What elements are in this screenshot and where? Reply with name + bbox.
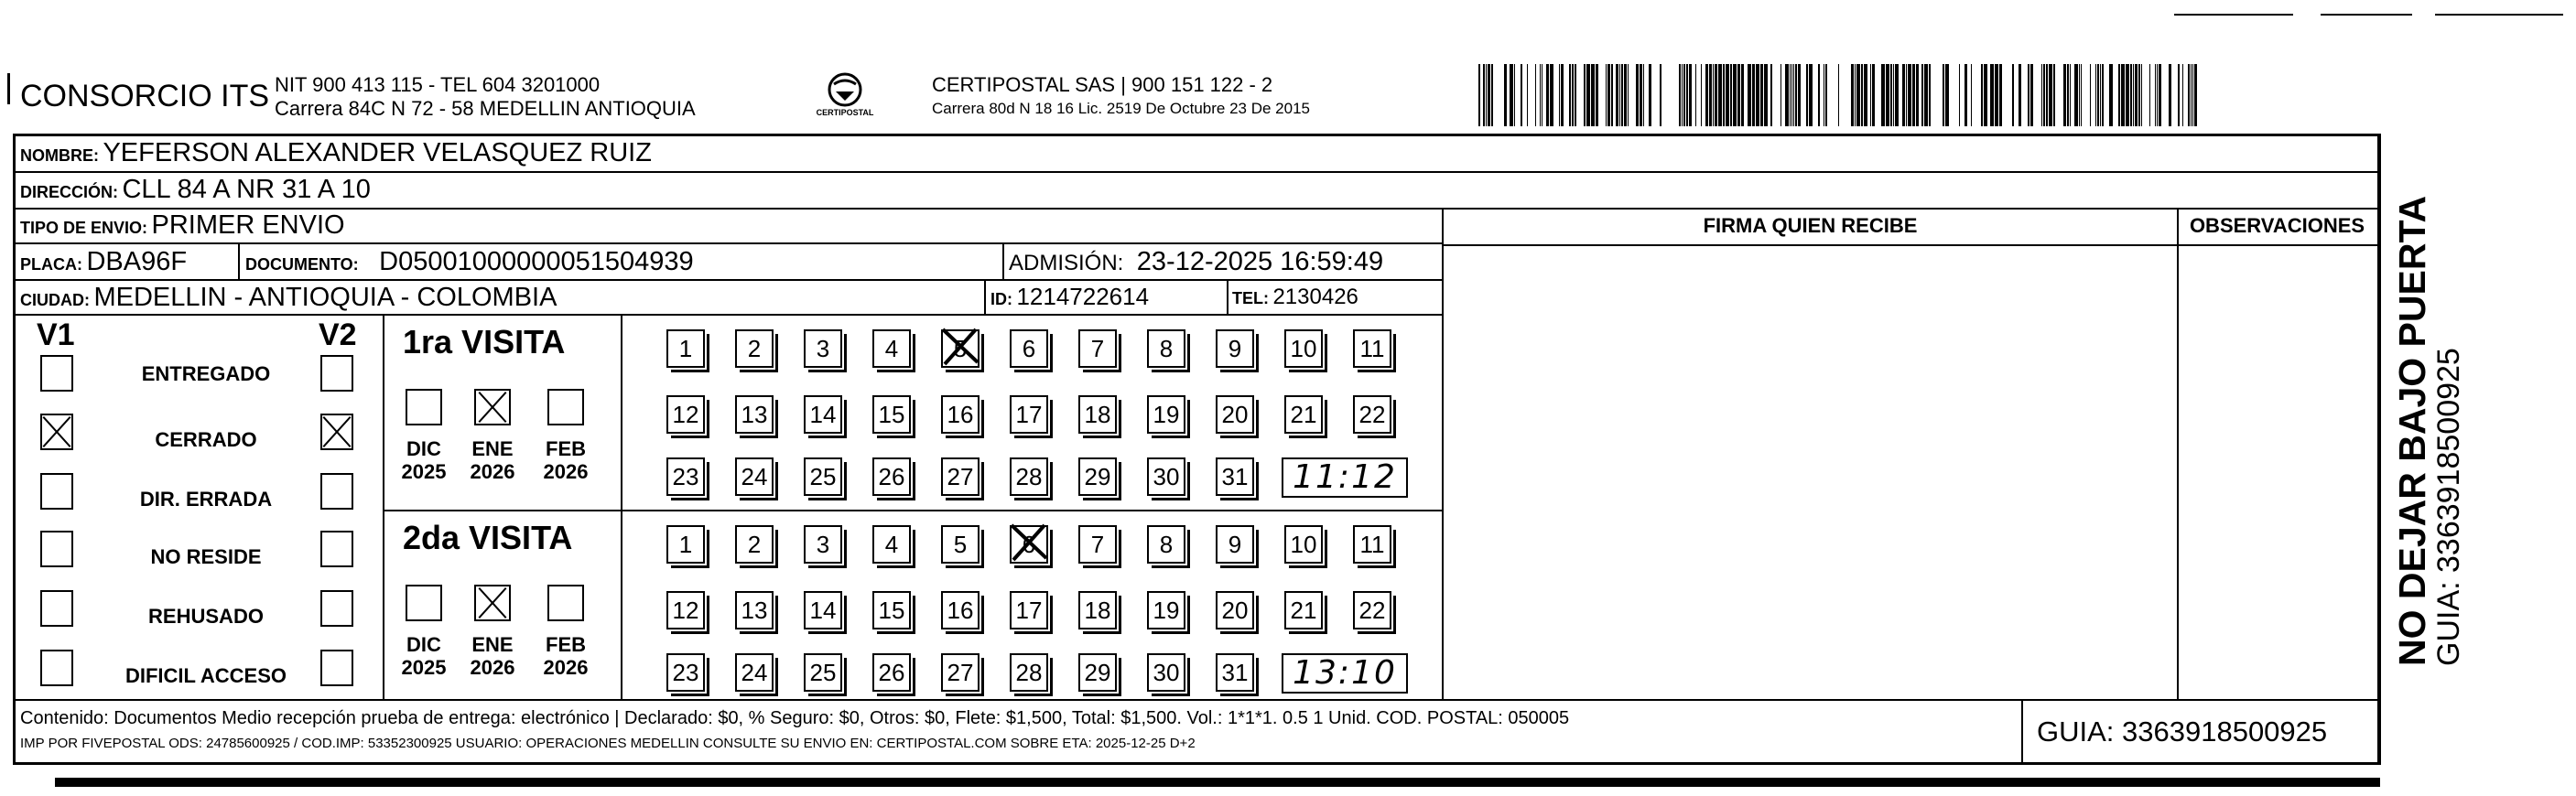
month-year: 2026: [470, 460, 515, 483]
day-box[interactable]: 9: [1216, 329, 1254, 368]
direccion-field: [20, 175, 371, 205]
day-box[interactable]: 29: [1078, 457, 1117, 496]
company-nit: NIT 900 413 115 - TEL 604 3201000: [275, 73, 601, 96]
status-v2-checkbox[interactable]: [320, 473, 353, 510]
day-box[interactable]: 24: [735, 457, 774, 496]
status-label: CERRADO: [155, 428, 257, 451]
side-guia: GUIA: 3363918500925: [2431, 348, 2466, 666]
status-v2-checkbox[interactable]: [320, 531, 353, 567]
status-label: DIFICIL ACCESO: [124, 664, 287, 687]
bottom-bar: [55, 778, 2380, 787]
status-v1-checkbox[interactable]: [40, 473, 73, 510]
footer-divider: [2021, 699, 2023, 762]
visit-title: 1ra VISITA: [403, 323, 566, 360]
documento-field: [245, 247, 694, 277]
day-box[interactable]: 1: [666, 329, 705, 368]
month-year: 2025: [401, 656, 447, 679]
day-box[interactable]: 6: [1010, 525, 1048, 564]
day-box[interactable]: 20: [1216, 591, 1254, 629]
footer-guia: GUIA: 3363918500925: [2037, 715, 2328, 748]
placa-value: DBA96F: [86, 247, 188, 276]
right-border: [2377, 136, 2379, 762]
day-box[interactable]: 2: [735, 525, 774, 564]
day-box[interactable]: 1: [666, 525, 705, 564]
top-right-lines: [2174, 5, 2568, 24]
status-right-border: [383, 316, 384, 699]
company-name: CONSORCIO ITS: [20, 79, 270, 113]
month-name: FEB: [546, 437, 586, 460]
month-checkbox[interactable]: [406, 389, 442, 425]
id-label: ID:: [990, 290, 1012, 308]
certipostal-info: [932, 73, 1310, 121]
divider: [1002, 244, 1004, 281]
firma-label: FIRMA QUIEN RECIBE: [1703, 214, 1918, 237]
nombre-value: YEFERSON ALEXANDER VELASQUEZ RUIZ: [103, 138, 652, 167]
nombre-field: [20, 138, 652, 168]
documento-label: DOCUMENTO:: [245, 255, 359, 274]
day-box[interactable]: 30: [1147, 457, 1185, 496]
month-year: 2026: [470, 656, 515, 679]
day-box[interactable]: 11: [1353, 329, 1391, 368]
day-box[interactable]: 5: [941, 329, 980, 368]
tel-field: [1232, 285, 1358, 310]
observaciones-label: OBSERVACIONES: [2189, 214, 2365, 237]
tipo-field: [20, 210, 345, 241]
day-box[interactable]: 8: [1147, 329, 1185, 368]
day-box[interactable]: 10: [1284, 525, 1323, 564]
day-box[interactable]: 25: [804, 457, 842, 496]
footer-top-line: [16, 699, 2377, 701]
day-box[interactable]: 19: [1147, 591, 1185, 629]
placa-field: [20, 247, 187, 277]
footer-imp: IMP POR FIVEPOSTAL ODS: 24785600925 / COD.IMP: 53352300925 USUARIO: OPERACIONES MEDELLIN CONSULTE SU ENVIO EN: CERTIPOSTAL.COM SOBRE ETA: 2025-12-25 D+2: [20, 736, 1196, 751]
margin-tick: [7, 73, 10, 104]
day-box[interactable]: 7: [1078, 329, 1117, 368]
month-checkbox[interactable]: [474, 585, 511, 621]
day-box[interactable]: 13: [735, 395, 774, 434]
month-year: 2026: [543, 460, 589, 483]
status-v1-checkbox[interactable]: [40, 650, 73, 686]
status-v1-checkbox[interactable]: [40, 590, 73, 627]
divider: [1227, 281, 1228, 316]
day-box[interactable]: 14: [804, 591, 842, 629]
day-box[interactable]: 22: [1353, 591, 1391, 629]
ciudad-field: [20, 283, 557, 313]
day-box[interactable]: 15: [872, 395, 911, 434]
observaciones-area[interactable]: [2179, 246, 2376, 699]
company-address: Carrera 84C N 72 - 58 MEDELLIN ANTIOQUIA: [275, 97, 696, 120]
tel-label: TEL:: [1232, 289, 1269, 307]
day-box[interactable]: 22: [1353, 395, 1391, 434]
day-box[interactable]: 23: [666, 457, 705, 496]
visit-time[interactable]: 13:10: [1282, 653, 1408, 694]
day-box[interactable]: 20: [1216, 395, 1254, 434]
day-box[interactable]: 25: [804, 653, 842, 692]
ciudad-value: MEDELLIN - ANTIOQUIA - COLOMBIA: [93, 283, 557, 312]
admision-value: 23-12-2025 16:59:49: [1136, 247, 1384, 276]
month-label: [465, 437, 520, 483]
certipostal-nit: CERTIPOSTAL SAS | 900 151 122 - 2: [932, 73, 1273, 96]
day-box[interactable]: 6: [1010, 329, 1048, 368]
day-box[interactable]: 17: [1010, 395, 1048, 434]
day-box[interactable]: 18: [1078, 591, 1117, 629]
day-box[interactable]: 28: [1010, 457, 1048, 496]
status-v1-checkbox[interactable]: [40, 414, 73, 450]
ciudad-label: CIUDAD:: [20, 291, 90, 309]
month-name: ENE: [471, 633, 514, 656]
side-warning: NO DEJAR BAJO PUERTA: [2391, 195, 2433, 666]
visit-title: 2da VISITA: [403, 519, 573, 556]
visit-divider: [383, 510, 1442, 511]
day-box[interactable]: 17: [1010, 591, 1048, 629]
day-box[interactable]: 14: [804, 395, 842, 434]
day-box[interactable]: 16: [941, 591, 980, 629]
month-name: ENE: [471, 437, 514, 460]
visit-title-right-border: [621, 316, 622, 699]
tipo-value: PRIMER ENVIO: [151, 210, 345, 240]
day-box[interactable]: 4: [872, 329, 911, 368]
v2-label: V2: [319, 317, 357, 352]
month-label: [396, 437, 451, 483]
day-box[interactable]: 30: [1147, 653, 1185, 692]
status-v2-checkbox[interactable]: [320, 355, 353, 392]
day-box[interactable]: 18: [1078, 395, 1117, 434]
company-info: [275, 73, 696, 121]
day-mark-x: [939, 326, 981, 368]
status-v2-checkbox[interactable]: [320, 590, 353, 627]
day-box[interactable]: 21: [1284, 395, 1323, 434]
certipostal-license: Carrera 80d N 18 16 Lic. 2519 De Octubre 23 De 2015: [932, 100, 1310, 117]
day-box[interactable]: 12: [666, 591, 705, 629]
placa-label: PLACA:: [20, 255, 82, 274]
direccion-value: CLL 84 A NR 31 A 10: [122, 175, 371, 204]
day-box[interactable]: 21: [1284, 591, 1323, 629]
id-value: 1214722614: [1016, 283, 1150, 310]
day-box[interactable]: 31: [1216, 457, 1254, 496]
tipo-label: TIPO DE ENVIO:: [20, 219, 148, 237]
day-box[interactable]: 24: [735, 653, 774, 692]
logo-text: CERTIPOSTAL: [816, 108, 874, 117]
firma-area[interactable]: [1444, 246, 2177, 699]
month-name: DIC: [406, 437, 441, 460]
day-box[interactable]: 4: [872, 525, 911, 564]
month-year: 2026: [543, 656, 589, 679]
status-label: DIR. ERRADA: [139, 488, 273, 511]
day-box[interactable]: 5: [941, 525, 980, 564]
status-label: ENTREGADO: [141, 362, 271, 385]
day-box[interactable]: 19: [1147, 395, 1185, 434]
status-v2-checkbox[interactable]: [320, 414, 353, 450]
divider: [984, 281, 986, 316]
day-box[interactable]: 10: [1284, 329, 1323, 368]
month-label: [538, 633, 593, 679]
documento-value: D05001000000051504939: [379, 247, 694, 276]
month-checkbox[interactable]: [547, 585, 584, 621]
month-name: FEB: [546, 633, 586, 656]
footer-contenido: Contenido: Documentos Medio recepción prueba de entrega: electrónico | Declarado: $0, % Seguro: $0, Otros: $0, Flete: $1,500, Total: $1,500. Vol.: 1*1*1. 0.5 1 Unid. COD. POSTAL: 050005: [20, 708, 1570, 728]
day-mark-x: [1008, 522, 1050, 564]
day-box[interactable]: 7: [1078, 525, 1117, 564]
barcode: [1478, 64, 2206, 126]
day-box[interactable]: 12: [666, 395, 705, 434]
admision-label: ADMISIÓN:: [1009, 251, 1124, 275]
status-v1-checkbox[interactable]: [40, 355, 73, 392]
day-box[interactable]: 13: [735, 591, 774, 629]
day-box[interactable]: 26: [872, 653, 911, 692]
day-box[interactable]: 27: [941, 653, 980, 692]
v1-label: V1: [37, 317, 75, 352]
day-box[interactable]: 26: [872, 457, 911, 496]
direccion-label: DIRECCIÓN:: [20, 183, 118, 201]
month-year: 2025: [401, 460, 447, 483]
month-checkbox[interactable]: [474, 389, 511, 425]
status-v2-checkbox[interactable]: [320, 650, 353, 686]
day-box[interactable]: 31: [1216, 653, 1254, 692]
status-label: REHUSADO: [148, 605, 264, 628]
day-box[interactable]: 27: [941, 457, 980, 496]
day-box[interactable]: 23: [666, 653, 705, 692]
status-label: NO RESIDE: [150, 545, 262, 568]
status-v1-checkbox[interactable]: [40, 531, 73, 567]
id-field: [990, 283, 1149, 311]
visit-time[interactable]: 11:12: [1282, 457, 1408, 498]
month-name: DIC: [406, 633, 441, 656]
day-box[interactable]: 3: [804, 329, 842, 368]
day-box[interactable]: 3: [804, 525, 842, 564]
tel-value: 2130426: [1272, 285, 1358, 309]
admision-field: [1009, 247, 1383, 277]
day-box[interactable]: 28: [1010, 653, 1048, 692]
nombre-label: NOMBRE:: [20, 146, 99, 165]
month-checkbox[interactable]: [547, 389, 584, 425]
day-box[interactable]: 2: [735, 329, 774, 368]
day-box[interactable]: 9: [1216, 525, 1254, 564]
divider: [238, 244, 240, 281]
month-checkbox[interactable]: [406, 585, 442, 621]
day-box[interactable]: 29: [1078, 653, 1117, 692]
day-box[interactable]: 11: [1353, 525, 1391, 564]
day-box[interactable]: 15: [872, 591, 911, 629]
month-label: [396, 633, 451, 679]
month-label: [538, 437, 593, 483]
day-box[interactable]: 16: [941, 395, 980, 434]
month-label: [465, 633, 520, 679]
day-box[interactable]: 8: [1147, 525, 1185, 564]
